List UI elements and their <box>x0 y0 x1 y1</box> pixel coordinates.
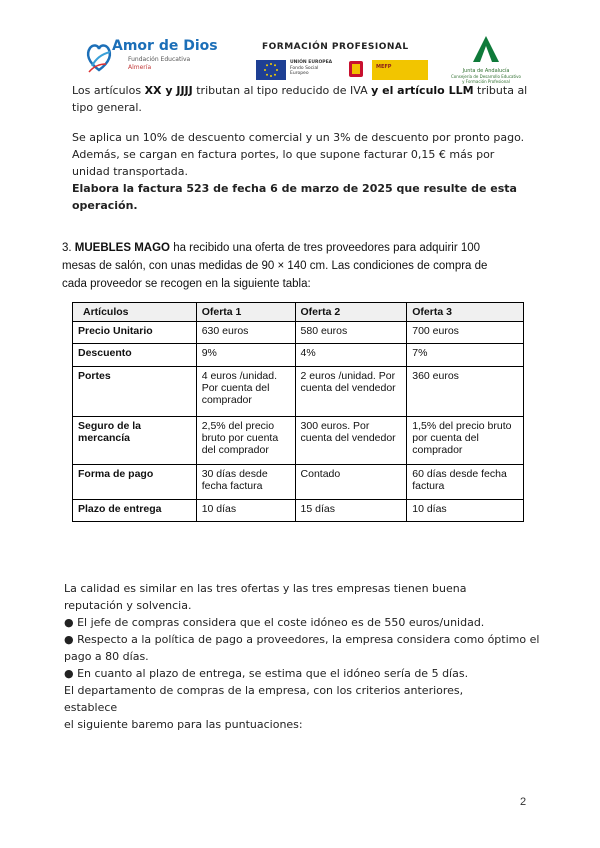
header-oferta-3: Oferta 3 <box>407 303 524 322</box>
header-oferta-1: Oferta 1 <box>196 303 295 322</box>
offers-table <box>72 302 524 522</box>
table-row: Plazo de entrega 10 días 15 días 10 días <box>73 500 524 522</box>
question-3: 3. MUEBLES MAGO ha recibido una oferta de tres proveedores para adquirir 100 mesas de salón, con unas medidas de 90 × 140 cm. Las condiciones de compra de cada proveedor se recogen en la siguiente tabla: <box>62 242 488 290</box>
junta-emblem-icon <box>471 34 501 64</box>
table-row: Seguro de la mercancía 2,5% del precio bruto por cuenta del comprador 300 euros. Por cuenta del vendedor 1,5% del precio bruto por cuenta del comprador <box>73 417 524 465</box>
header-articulos: Artículos <box>73 303 197 322</box>
junta-andalucia-logo <box>450 34 522 84</box>
header-oferta-2: Oferta 2 <box>295 303 407 322</box>
criterion-delivery: ● En cuanto al plazo de entrega, se estima que el idóneo sería de 5 días. <box>64 667 469 680</box>
amor-de-dios-logo <box>84 34 224 80</box>
brand-subtitle: Fundación Educativa <box>128 56 191 63</box>
intro-line-2: tipo general. <box>72 101 142 114</box>
table-row: Precio Unitario 630 euros 580 euros 700 euros <box>73 322 524 344</box>
table-header-row <box>73 303 524 322</box>
table-row: Descuento 9% 4% 7% <box>73 344 524 367</box>
criterion-cost: ● El jefe de compras considera que el coste idóneo es de 550 euros/unidad. <box>64 616 485 629</box>
junta-sublabel: Consejería de Desarrollo Educativo y Formación Profesional <box>451 74 521 84</box>
criteria-paragraph: La calidad es similar en las tres ofertas y las tres empresas tienen buena reputación y solvencia. ● El jefe de compras considera que el coste idóneo es de 550 euros/unidad. ● Respecto a la política de pago a proveedores, la empresa considera como óptimo el pago a 80 días. ● En cuanto al plazo de entrega, se estima que el idóneo sería de 5 días. El departamento de compras de la empresa, con los criterios anteriores, establece el siguiente baremo para las puntuaciones: <box>64 580 554 733</box>
page-number: 2 <box>520 796 527 808</box>
eu-flag-icon <box>256 60 286 80</box>
heart-logo-icon <box>84 36 114 76</box>
discount-paragraph: Se aplica un 10% de descuento comercial y un 3% de descuento por pronto pago. Además, se cargan en factura portes, lo que supone facturar 0,15 € más por unidad transportada. Elabora la factura 523 de fecha 6 de marzo de 2025 que resulte de esta operación. <box>72 129 532 214</box>
brand-location: Almería <box>128 64 152 71</box>
brand-name: Amor de Dios <box>112 38 218 54</box>
junta-label: Junta de Andalucía <box>462 68 510 74</box>
intro-paragraph <box>72 82 532 116</box>
header-title: FORMACIÓN PROFESIONAL <box>262 42 409 52</box>
criterion-payment: ● Respecto a la política de pago a proveedores, la empresa considera como óptimo el <box>64 633 540 646</box>
ministry-logo-mark: MEFP <box>376 64 392 70</box>
ministry-logo <box>372 60 428 80</box>
table-row: Forma de pago 30 días desde fecha factura Contado 60 días desde fecha factura <box>73 465 524 500</box>
table-row: Portes 4 euros /unidad. Por cuenta del comprador 2 euros /unidad. Por cuenta del vendedor 360 euros <box>73 367 524 417</box>
spain-coat-of-arms-icon <box>344 58 368 80</box>
intro-line-1: Los artículos XX y JJJJ tributan al tipo reducido de IVA y el artículo LLM tributa al <box>72 84 528 97</box>
task-statement: Elabora la factura 523 de fecha 6 de marzo de 2025 que resulte de esta operación. <box>72 182 517 212</box>
eu-label: UNIÓN EUROPEA Fondo Social Europeo <box>290 60 333 76</box>
